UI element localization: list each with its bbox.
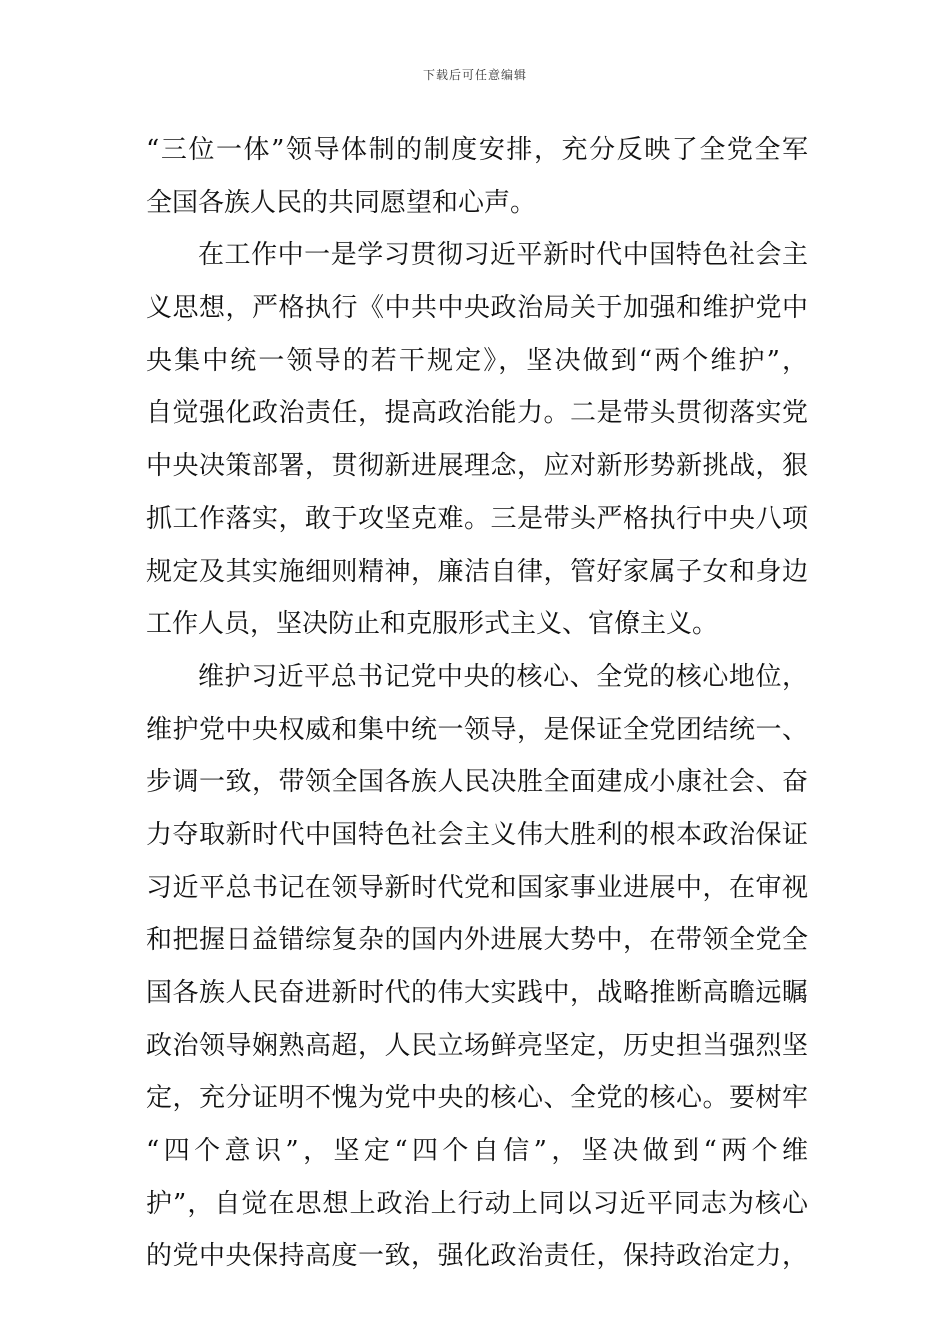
text-line: 政治领导娴熟高超，人民立场鲜亮坚定，历史担当强烈坚 [146,1030,808,1061]
text-line: 定，充分证明不愧为党中央的核心、全党的核心。要树牢 [146,1083,808,1114]
text-line: 在工作中一是学习贯彻习近平新时代中国特色社会主 [198,240,808,271]
text-line: 抓工作落实，敢于攻坚克难。三是带头严格执行中央八项 [146,503,808,534]
document-body [146,124,808,1283]
text-line: 中央决策部署，贯彻新进展理念，应对新形势新挑战，狠 [146,451,808,482]
text-line: “四个意识”，坚定“四个自信”，坚决做到“两个维 [146,1136,808,1167]
text-line: 力夺取新时代中国特色社会主义伟大胜利的根本政治保证 [146,819,808,850]
text-line: 央集中统一领导的若干规定》，坚决做到“两个维护”， [146,345,808,376]
text-line: 自觉强化政治责任，提高政治能力。二是带头贯彻落实党 [146,398,808,429]
text-line: 习近平总书记在领导新时代党和国家事业进展中，在审视 [146,872,808,903]
text-line: 全国各族人民的共同愿望和心声。 [146,187,537,218]
text-line: 义思想，严格执行《中共中央政治局关于加强和维护党中 [146,293,808,324]
text-line: 护”，自觉在思想上政治上行动上同以习近平同志为核心 [146,1188,808,1219]
text-line: 步调一致，带领全国各族人民决胜全面建成小康社会、奋 [146,767,808,798]
text-line: 工作人员，坚决防止和克服形式主义、官僚主义。 [146,609,719,640]
text-line: 国各族人民奋进新时代的伟大实践中，战略推断高瞻远瞩 [146,978,808,1008]
text-line: “三位一体”领导体制的制度安排，充分反映了全党全军 [146,135,808,165]
text-line: 和把握日益错综复杂的国内外进展大势中，在带领全党全 [146,925,808,956]
text-line: 维护党中央权威和集中统一领导，是保证全党团结统一、 [146,714,808,745]
text-line: 的党中央保持高度一致，强化政治责任，保持政治定力， [146,1241,808,1272]
text-line: 规定及其实施细则精神，廉洁自律，管好家属子女和身边 [146,556,808,587]
page-header: 下载后可任意编辑 [422,68,527,82]
text-line: 维护习近平总书记党中央的核心、全党的核心地位， [198,661,808,692]
